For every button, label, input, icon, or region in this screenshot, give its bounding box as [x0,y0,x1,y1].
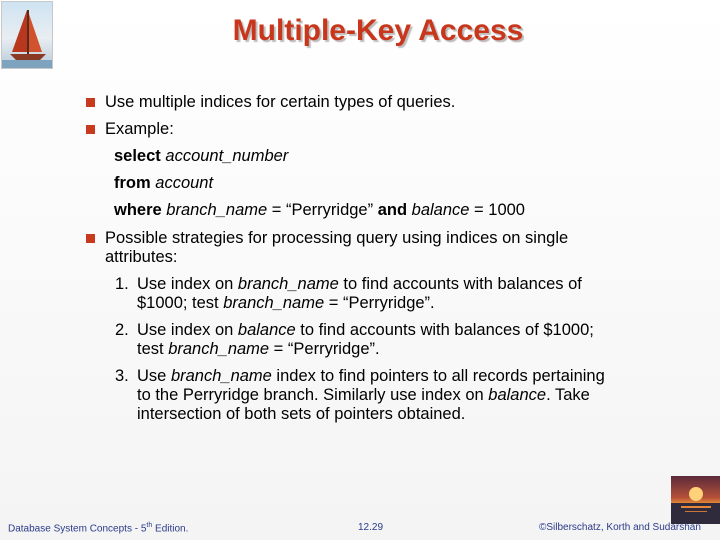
sql-attribute: balance [411,201,470,219]
footer-book [8,522,188,534]
strategy-text-part: = “Perryridge”. [269,340,380,358]
strategy-attribute: balance [237,321,296,339]
query-where-line [114,200,525,220]
strategy-number: 1. [115,275,129,293]
sunset-icon [671,476,720,524]
strategy-text-part: Use [137,367,171,385]
strategy-text [137,293,435,313]
strategy-attribute: balance [488,386,547,404]
bullet-text: Example: [105,120,174,138]
query-select-line [114,146,288,166]
sql-keyword: and [377,201,408,219]
strategy-text-part: test [137,340,169,358]
sql-keyword: where [114,201,162,219]
strategy-number: 2. [115,321,129,339]
strategy-text [137,320,594,340]
footer-book-edition: Edition. [152,523,189,535]
strategy-attribute: branch_name [237,275,339,293]
footer-book-title: Database System Concepts - 5 [8,523,147,535]
sql-keyword: from [114,174,151,192]
bullet-marker [86,98,95,107]
sql-relation: account [155,174,214,192]
strategy-text [137,274,582,294]
bullet-text: attributes: [105,248,178,266]
bullet-text: Possible strategies for processing query using indices on single [105,229,569,247]
sql-condition: = 1000 [474,201,525,219]
footer-copyright: ©Silberschatz, Korth and Sudarshan [539,522,701,533]
strategy-text-part: . Take [546,386,590,404]
strategy-text [137,385,590,405]
strategy-text-part: $1000; test [137,294,224,312]
bullet-text: Use multiple indices for certain types of queries. [105,93,456,111]
footer-page-number: 12.29 [358,522,384,533]
strategy-attribute: branch_name [170,367,272,385]
strategy-text [137,339,380,359]
strategy-text-part: index to find pointers to all records pertaining [271,367,605,385]
strategy-text [137,366,605,386]
sql-attribute: account_number [165,147,289,165]
strategy-text-part: to the Perryridge branch. Similarly use index on [137,386,489,404]
bullet-marker [86,125,95,134]
sql-attribute: branch_name [166,201,268,219]
strategy-text-part: Use index on [137,321,238,339]
sql-condition: = “Perryridge” [271,201,374,219]
strategy-text-part: to find accounts with balances of [338,275,582,293]
bullet-marker [86,234,95,243]
footer-book-sup: th [146,522,153,529]
query-from-line [114,173,213,193]
strategy-attribute: branch_name [223,294,325,312]
strategy-text-part: = “Perryridge”. [324,294,435,312]
strategy-attribute: branch_name [168,340,270,358]
strategy-text: intersection of both sets of pointers obtained. [137,405,466,423]
sql-keyword: select [114,147,161,165]
strategy-text-part: to find accounts with balances of $1000; [295,321,594,339]
strategy-number: 3. [115,367,129,385]
strategy-text-part: Use index on [137,275,238,293]
slide-title: Multiple-Key Access [232,14,524,47]
